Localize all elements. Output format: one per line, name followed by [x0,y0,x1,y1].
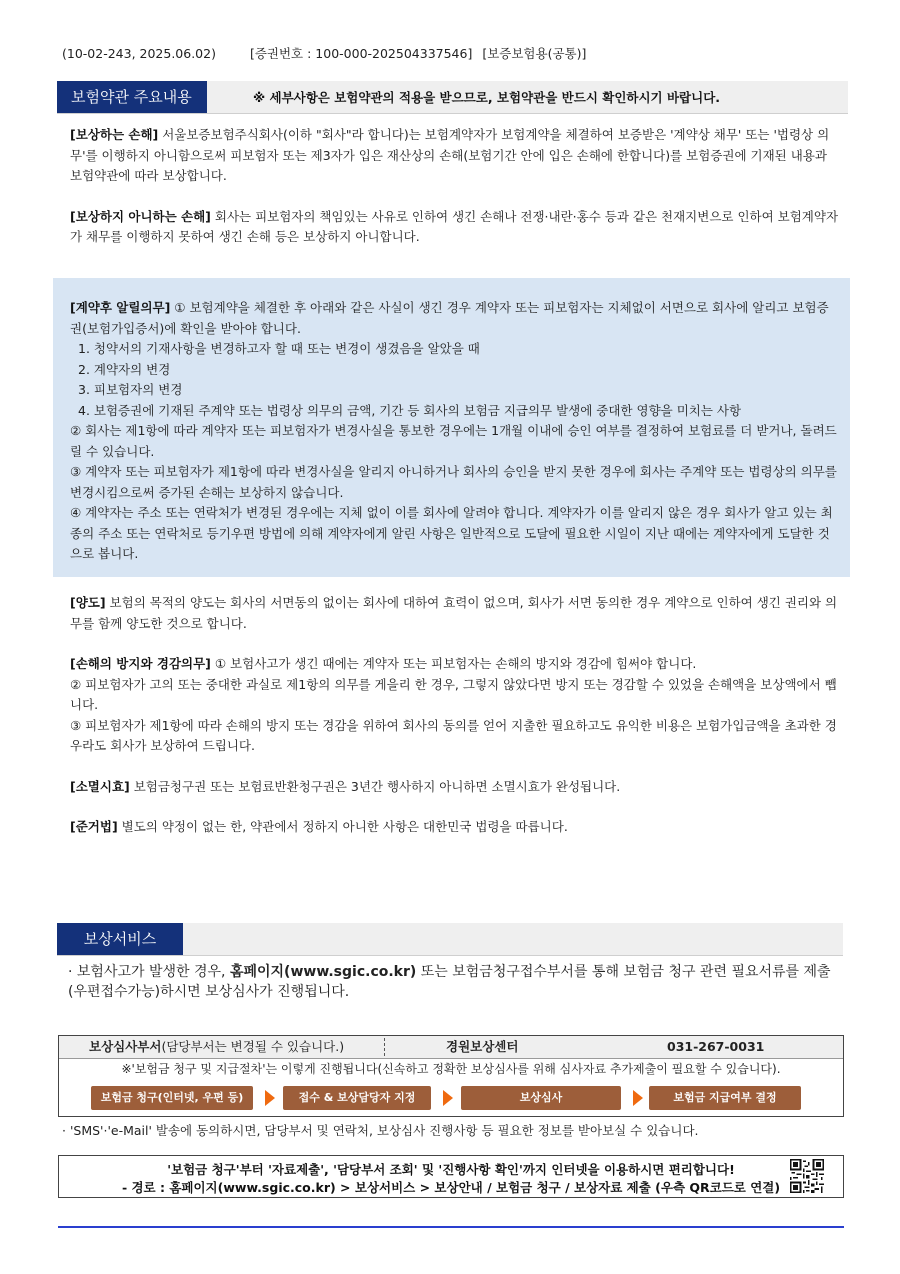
compensation-text: 서울보증보험주식회사(이하 "회사"라 합니다)는 보험계약자가 보험계약을 체결하여 보증받은 '계약상 채무' 또는 '법령상 의무'를 이행하지 아니함으로써 피보험자 또는 제3자가 입은 재산상의 손해(보험기간 안에 입은 손해에 한합니다)를 보험증권에 기재된 내용과 보험약관에 따라 보상합니다. [70,127,830,183]
transfer-paragraph [70,593,840,634]
terms-title: 보험약관 주요내용 [57,81,207,113]
limitation-label: [소멸시효] [70,778,130,794]
compensation-label: [보상하는 손해] [70,127,159,142]
online-guide-line-2: - 경로 : 홈페이지(www.sgic.co.kr) > 보상서비스 > 보상안내 / 보험금 청구 / 보상자료 제출 (우측 QR코드로 연결) [121,1180,781,1195]
step-claim: 보험금 청구(인터넷, 우편 등) [91,1086,253,1110]
notify-intro: ① 보험계약을 체결한 후 아래와 같은 사실이 생긴 경우 계약자 또는 피보험자는 지체없이 서면으로 회사에 알리고 보험증권(보험가입증서)에 확인을 받아야 합니다. [70,300,829,336]
notify-paragraph-4: ④ 계약자는 주소 또는 연락처가 변경된 경우에는 지체 없이 이를 회사에 알려야 합니다. 계약자가 이를 알리지 않은 경우 회사가 알고 있는 최종의 주소 또는 연락처로 등기우편 방법에 의해 계약자에게 알린 사항은 일반적으로 도달에 필요한 시일이 지난 때에는 계약자에게 도달한 것으로 봅니다. [70,505,833,561]
dept-label-group [89,1036,344,1058]
terms-section-header [57,81,848,114]
document-header [62,44,616,62]
qr-code-icon[interactable] [790,1159,824,1193]
limitation-paragraph [70,777,840,798]
service-section-header [57,923,843,956]
service-bullet-pre: · 보험사고가 발생한 경우, [68,964,230,980]
insurance-type: [보증보험용(공통)] [482,46,587,61]
law-paragraph [70,817,840,838]
sms-note: · 'SMS'·'e-Mail' 발송에 동의하시면, 담당부서 및 연락처, 보상심사 진행사항 등 필요한 정보를 받아보실 수 있습니다. [62,1123,699,1138]
notify-item: 4. 보험증권에 기재된 주계약 또는 법령상 의무의 금액, 기간 등 회사의 보험금 지급의무 발생에 중대한 영향을 미치는 사항 [78,402,742,418]
service-intro [68,962,848,1002]
certificate-number: [증권번호 : 100-000-202504337546] [249,46,473,61]
limitation-text: 보험금청구권 또는 보험료반환청구권은 3년간 행사하지 아니하면 소멸시효가 완성됩니다. [129,778,621,794]
notify-label: [계약후 알릴의무] [70,300,171,315]
mitigation-paragraph-2: ② 피보험자가 고의 또는 중대한 과실로 제1항의 의무를 게을리 한 경우, 그렇지 않았다면 방지 또는 경감할 수 있었을 손해액을 보상액에서 뺍니다. [70,676,837,712]
step-decision: 보험금 지급여부 결정 [649,1086,801,1110]
center-phone: 031-267-0031 [667,1039,765,1054]
notify-paragraph-2: ② 회사는 제1항에 따라 계약자 또는 피보험자가 변경사실을 통보한 경우에는 1개월 이내에 승인 여부를 결정하여 보험료를 더 받거나, 돌려드릴 수 있습니다. [70,423,837,459]
transfer-label: [양도] [70,595,106,610]
notify-paragraph-3: ③ 계약자 또는 피보험자가 제1항에 따라 변경사실을 알리지 아니하거나 회사의 승인을 받지 못한 경우에 회사는 주계약 또는 법령상의 의무를 변경시킴으로써 증가된 손해는 보상하지 않습니다. [70,464,837,500]
homepage-link[interactable]: 홈페이지(www.sgic.co.kr) [229,964,417,980]
exclusion-label: [보상하지 아니하는 손해] [70,208,211,224]
mitigation-paragraph-3: ③ 피보험자가 제1항에 따라 손해의 방지 또는 경감을 위하여 회사의 동의를 얻어 지출한 필요하고도 유익한 비용은 보험가입금액을 초과한 경우라도 회사가 보상하여 드립니다. [70,717,837,753]
notify-item: 3. 피보험자의 변경 [78,382,183,397]
online-guide-line-1: '보험금 청구'부터 '자료제출', '담당부서 조회' 및 '진행사항 확인'까지 인터넷을 이용하시면 편리합니다! [167,1162,735,1177]
exclusion-paragraph [70,207,840,248]
other-terms-block [70,593,840,838]
service-bullet-post: 또는 보험금청구접수부서를 통해 보험금 청구 관련 필요서류를 제출(우편접수가능)하시면 보상심사가 진행됩니다. [68,964,831,1000]
mitigation-paragraph [70,654,840,675]
step-review: 보상심사 [461,1086,621,1110]
arrow-icon [633,1090,643,1106]
compensation-paragraph [70,125,840,187]
claims-process-table [58,1035,844,1117]
dept-row [59,1036,843,1059]
footer-rule [58,1226,844,1228]
law-label: [준거법] [70,819,118,834]
terms-notice: ※ 세부사항은 보험약관의 적용을 받으므로, 보험약관을 반드시 확인하시기 바랍니다. [253,90,721,105]
notify-item: 2. 계약자의 변경 [78,361,171,377]
center-name: 경원보상센터 [446,1039,519,1054]
notify-intro-paragraph [70,298,840,339]
mitigation-label: [손해의 방지와 경감의무] [70,656,211,671]
notify-duty-block [70,298,840,565]
service-title: 보상서비스 [57,923,183,955]
exclusion-text: 회사는 피보험자의 책임있는 사유로 인하여 생긴 손해나 전쟁·내란·홍수 등과 같은 천재지변으로 인하여 보험계약자가 채무를 이행하지 못하여 생긴 손해 등은 보상하지 아니합니다. [70,208,839,244]
compensation-block [70,125,840,248]
transfer-text: 보험의 목적의 양도는 회사의 서면동의 없이는 회사에 대하여 효력이 없으며, 회사가 서면 동의한 경우 계약으로 인하여 생긴 권리와 의무를 함께 양도한 것으로 합니다. [70,595,838,631]
online-guide-box [58,1155,844,1198]
arrow-icon [443,1090,453,1106]
step-reception: 접수 & 보상담당자 지정 [283,1086,431,1110]
arrow-icon [265,1090,275,1106]
dept-note: (담당부서는 변경될 수 있습니다.) [161,1039,345,1054]
form-code: (10-02-243, 2025.06.02) [62,46,216,61]
dept-label: 보상심사부서 [89,1039,162,1054]
notify-item: 1. 청약서의 기재사항을 변경하고자 할 때 또는 변경이 생겼음을 알았을 때 [78,341,480,356]
mitigation-text-1: ① 보험사고가 생긴 때에는 계약자 또는 피보험자는 손해의 방지와 경감에 힘써야 합니다. [210,656,697,671]
process-note: ※'보험금 청구 및 지급절차'는 이렇게 진행됩니다(신속하고 정확한 보상심사를 위해 심사자료 추가제출이 필요할 수 있습니다). [121,1062,781,1076]
law-text: 별도의 약정이 없는 한, 약관에서 정하지 아니한 사항은 대한민국 법령을 따릅니다. [117,819,568,834]
row-divider [384,1038,385,1056]
